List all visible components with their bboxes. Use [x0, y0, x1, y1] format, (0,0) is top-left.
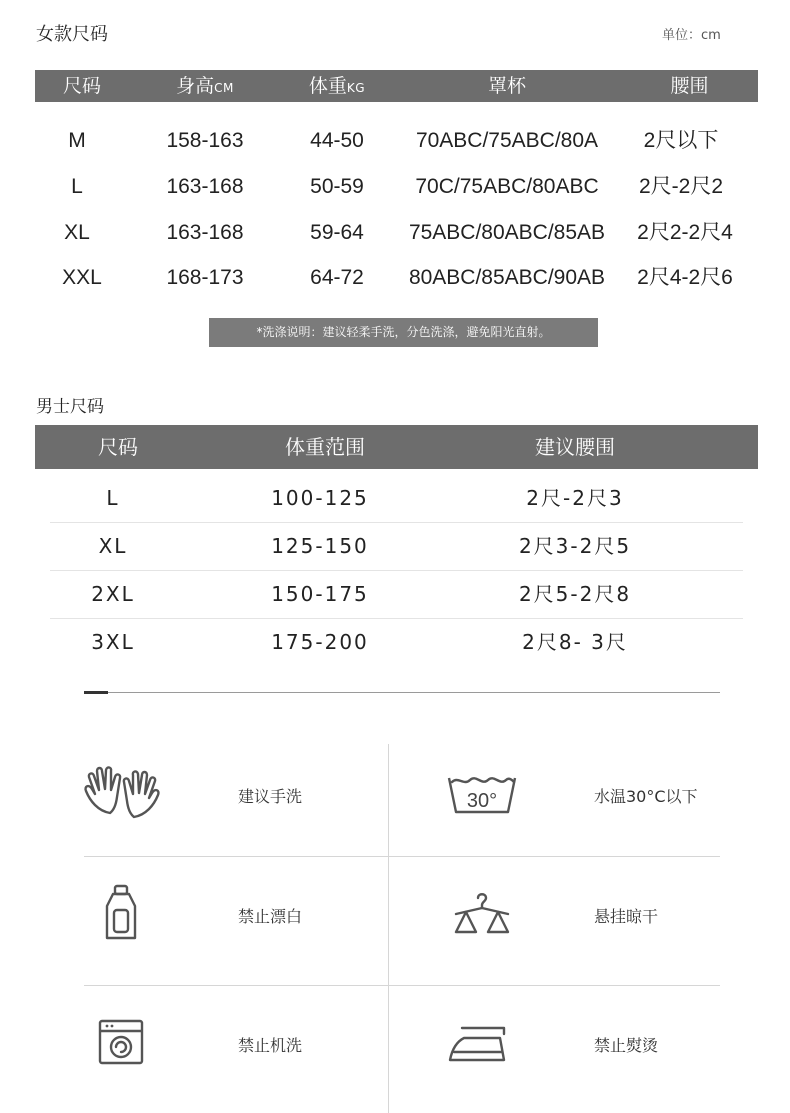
cell-weight: 44-50: [310, 129, 364, 152]
water-temperature-value: 30°: [466, 790, 498, 812]
hanger-icon: [452, 890, 512, 938]
cell-weight: 150-175: [271, 582, 369, 606]
cell-waist: 2尺5-2尺8: [518, 582, 632, 606]
women-row: [35, 118, 758, 164]
cell-weight: 125-150: [271, 534, 369, 558]
care-label-no-machine-wash: 禁止机洗: [238, 1036, 303, 1055]
header-height: 身高CM: [176, 75, 234, 97]
header-size: 尺码: [62, 75, 101, 97]
cell-size: M: [68, 129, 86, 152]
grid-horizontal-line: [84, 985, 720, 986]
cell-weight: 64-72: [310, 266, 364, 289]
water-temperature-icon: [446, 772, 518, 816]
women-row: [35, 210, 758, 256]
women-size-title: 女款尺码: [36, 24, 108, 45]
cell-weight: 50-59: [310, 175, 364, 198]
cell-height: 163-168: [166, 221, 244, 244]
women-table-header: [35, 70, 758, 102]
cell-height: 168-173: [166, 266, 244, 289]
women-row: [35, 255, 758, 301]
care-label-no-bleach: 禁止漂白: [238, 907, 303, 926]
cell-waist: 2尺-2尺3: [526, 486, 624, 510]
men-row: [50, 474, 743, 523]
cell-size: XXL: [62, 266, 102, 289]
cell-waist: 2尺8- 3尺: [522, 630, 628, 654]
cell-cup: 80ABC/85ABC/90AB: [408, 266, 606, 289]
cell-height: 158-163: [166, 129, 244, 152]
cell-waist: 2尺以下: [643, 129, 719, 152]
cell-size: XL: [64, 221, 90, 244]
no-bleach-icon: [104, 884, 140, 942]
cell-height: 163-168: [166, 175, 244, 198]
cell-weight: 175-200: [271, 630, 369, 654]
men-row: [50, 570, 743, 619]
header-weight-range: 体重范围: [285, 435, 365, 459]
cell-cup: 70C/75ABC/80ABC: [415, 175, 599, 198]
header-waist: 腰围: [670, 75, 709, 97]
washing-note: *洗涤说明：建议轻柔手洗，分色洗涤，避免阳光直射。: [209, 318, 598, 347]
cell-size: 2XL: [91, 582, 135, 606]
cell-waist: 2尺3-2尺5: [518, 534, 632, 558]
cell-waist: 2尺-2尺2: [638, 175, 724, 198]
care-label-hand-wash: 建议手洗: [238, 787, 303, 806]
grid-vertical-line: [388, 744, 389, 1113]
header-cup: 罩杯: [487, 75, 526, 97]
cell-size: 3XL: [91, 630, 135, 654]
cell-weight: 59-64: [310, 221, 364, 244]
men-table-header: [35, 425, 758, 469]
cell-cup: 70ABC/75ABC/80A: [415, 129, 599, 152]
cell-size: L: [71, 175, 83, 198]
washing-machine-icon: [98, 1019, 144, 1065]
care-label-water-temp: 水温30°C以下: [594, 787, 698, 806]
cell-weight: 100-125: [271, 486, 369, 510]
cell-size: XL: [98, 534, 128, 558]
section-divider: [84, 692, 720, 693]
men-row: [50, 618, 743, 666]
hand-wash-icon: [80, 765, 164, 821]
grid-horizontal-line: [84, 856, 720, 857]
cell-size: L: [106, 486, 120, 510]
header-suggested-waist: 建议腰围: [535, 435, 615, 459]
women-row: [35, 164, 758, 210]
men-row: [50, 522, 743, 571]
divider-accent: [84, 691, 108, 694]
cell-waist: 2尺4-2尺6: [637, 266, 733, 289]
cell-waist: 2尺2-2尺4: [637, 221, 733, 244]
unit-label: 单位：cm: [662, 28, 721, 43]
iron-icon: [448, 1024, 510, 1066]
header-size: 尺码: [98, 435, 138, 459]
men-size-title: 男士尺码: [36, 397, 104, 417]
care-label-no-ironing: 禁止熨烫: [594, 1036, 659, 1055]
header-weight: 体重KG: [308, 75, 366, 97]
care-label-hang-dry: 悬挂晾干: [594, 907, 659, 926]
cell-cup: 75ABC/80ABC/85AB: [408, 221, 606, 244]
